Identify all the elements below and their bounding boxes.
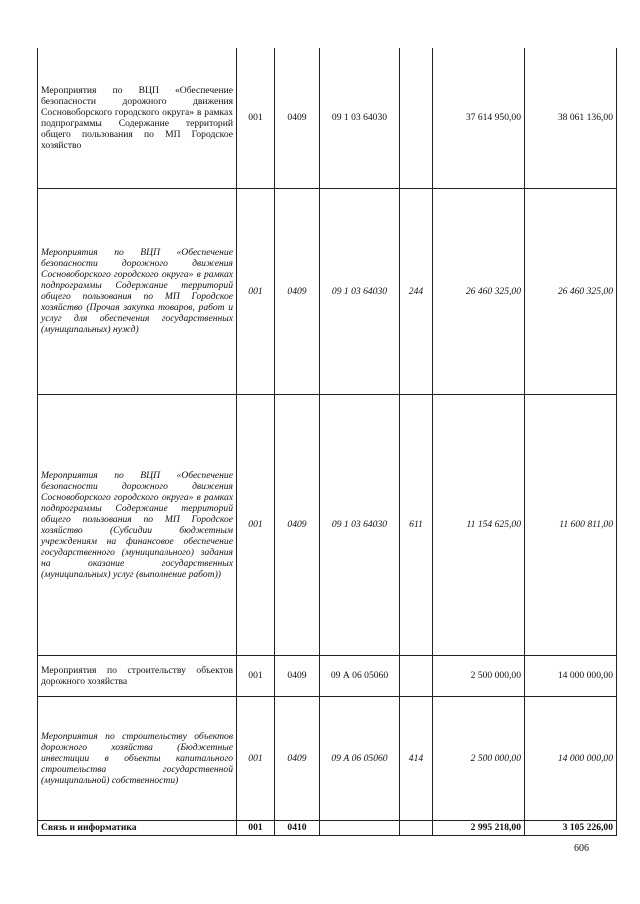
ministry-code: 001	[237, 48, 275, 188]
target-article: 09 1 03 64030	[320, 188, 400, 394]
amount-year-2: 14 000 000,00	[525, 655, 617, 696]
section-code: 0410	[275, 820, 320, 835]
amount-year-2: 11 600 811,00	[525, 394, 617, 655]
row-description: Мероприятия по ВЦП «Обеспечение безопасности дорожного движения Сосновоборского городского округа» в рамках подпрограммы Содержание территорий общего пользования по МП Городское хозяйство (Прочая закупка товаров, работ и услуг для обеспечения государственных (муниципальных) нужд)	[38, 188, 237, 394]
amount-year-1: 11 154 625,00	[433, 394, 525, 655]
expense-type	[400, 655, 433, 696]
section-code: 0409	[275, 394, 320, 655]
row-description: Связь и информатика	[38, 820, 237, 835]
ministry-code: 001	[237, 820, 275, 835]
expense-type: 414	[400, 696, 433, 820]
table-row	[38, 655, 617, 696]
amount-year-2: 14 000 000,00	[525, 696, 617, 820]
target-article: 09 1 03 64030	[320, 48, 400, 188]
amount-year-2: 3 105 226,00	[525, 820, 617, 835]
budget-table	[37, 48, 617, 836]
section-code: 0409	[275, 696, 320, 820]
table-row	[38, 696, 617, 820]
section-code: 0409	[275, 48, 320, 188]
amount-year-2: 26 460 325,00	[525, 188, 617, 394]
section-code: 0409	[275, 655, 320, 696]
expense-type: 244	[400, 188, 433, 394]
table-row	[38, 820, 617, 835]
row-description: Мероприятия по ВЦП «Обеспечение безопасности дорожного движения Сосновоборского городского округа» в рамках подпрограммы Содержание территорий общего пользования по МП Городское хозяйство (Субсидии бюджетным учреждениям на финансовое обеспечение государственного (муниципального) задания на оказание государственных (муниципальных) услуг (выполнение работ))	[38, 394, 237, 655]
amount-year-2: 38 061 136,00	[525, 48, 617, 188]
amount-year-1: 26 460 325,00	[433, 188, 525, 394]
ministry-code: 001	[237, 655, 275, 696]
row-description: Мероприятия по строительству объектов дорожного хозяйства (Бюджетные инвестиции в объекты капитального строительства государственной (муниципальной) собственности)	[38, 696, 237, 820]
table-row	[38, 188, 617, 394]
ministry-code: 001	[237, 188, 275, 394]
target-article: 09 А 06 05060	[320, 655, 400, 696]
target-article: 09 А 06 05060	[320, 696, 400, 820]
amount-year-1: 37 614 950,00	[433, 48, 525, 188]
amount-year-1: 2 500 000,00	[433, 696, 525, 820]
row-description: Мероприятия по ВЦП «Обеспечение безопасности дорожного движения Сосновоборского городского округа» в рамках подпрограммы Содержание территорий общего пользования по МП Городское хозяйство	[38, 48, 237, 188]
page-number: 606	[574, 843, 589, 854]
expense-type	[400, 820, 433, 835]
target-article: 09 1 03 64030	[320, 394, 400, 655]
ministry-code: 001	[237, 696, 275, 820]
row-description: Мероприятия по строительству объектов дорожного хозяйства	[38, 655, 237, 696]
section-code: 0409	[275, 188, 320, 394]
table-row	[38, 394, 617, 655]
target-article	[320, 820, 400, 835]
ministry-code: 001	[237, 394, 275, 655]
table-row	[38, 48, 617, 188]
amount-year-1: 2 995 218,00	[433, 820, 525, 835]
budget-table-container	[37, 48, 616, 836]
expense-type	[400, 48, 433, 188]
expense-type: 611	[400, 394, 433, 655]
amount-year-1: 2 500 000,00	[433, 655, 525, 696]
